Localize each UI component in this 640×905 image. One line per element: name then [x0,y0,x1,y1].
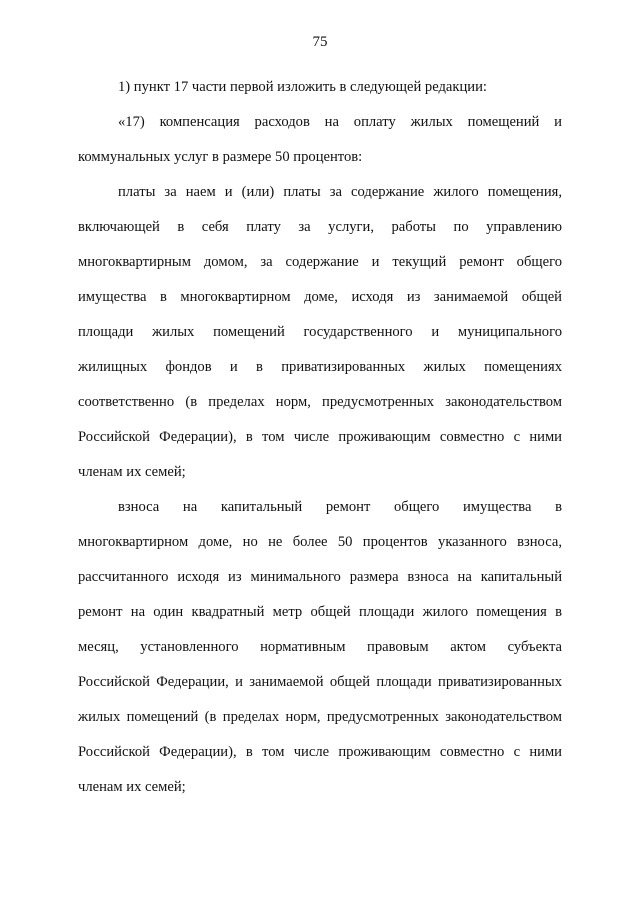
paragraph [78,105,562,175]
text-line: «17) компенсация расходов на оплату жилых помещений и [118,114,562,130]
paragraph [78,175,562,490]
text-line: членам их семей; [78,464,186,480]
text-line: площади жилых помещений государственного и муниципального [78,324,562,340]
document-body [78,70,562,805]
text-line: Российской Федерации), в том числе проживающим совместно с ними [78,744,562,760]
text-line: членам их семей; [78,779,186,795]
text-line: месяц, установленного нормативным правовым актом субъекта [78,639,562,655]
paragraph [78,490,562,805]
text-line: включающей в себя плату за услуги, работы по управлению [78,219,562,235]
text-line: рассчитанного исходя из минимального размера взноса на капитальный [78,569,562,585]
text-line: многоквартирном доме, но не более 50 процентов указанного взноса, [78,534,562,550]
text-line: коммунальных услуг в размере 50 процентов: [78,149,363,165]
text-line: взноса на капитальный ремонт общего имущества в [118,499,562,515]
text-line: Российской Федерации), в том числе проживающим совместно с ними [78,429,562,445]
page-number: 75 [312,34,328,50]
text-line: платы за наем и (или) платы за содержание жилого помещения, [118,184,562,200]
text-line: жилых помещений (в пределах норм, предусмотренных законодательством [78,709,562,725]
text-line: соответственно (в пределах норм, предусмотренных законодательством [78,394,562,410]
paragraph [78,70,562,105]
text-line: ремонт на один квадратный метр общей площади жилого помещения в [78,604,562,620]
text-line: имущества в многоквартирном доме, исходя из занимаемой общей [78,289,562,305]
text-line: жилищных фондов и в приватизированных жилых помещениях [78,359,562,375]
text-line: 1) пункт 17 части первой изложить в следующей редакции: [118,79,487,95]
text-line: Российской Федерации, и занимаемой общей площади приватизированных [78,674,562,690]
text-line: многоквартирным домом, за содержание и текущий ремонт общего [78,254,562,270]
